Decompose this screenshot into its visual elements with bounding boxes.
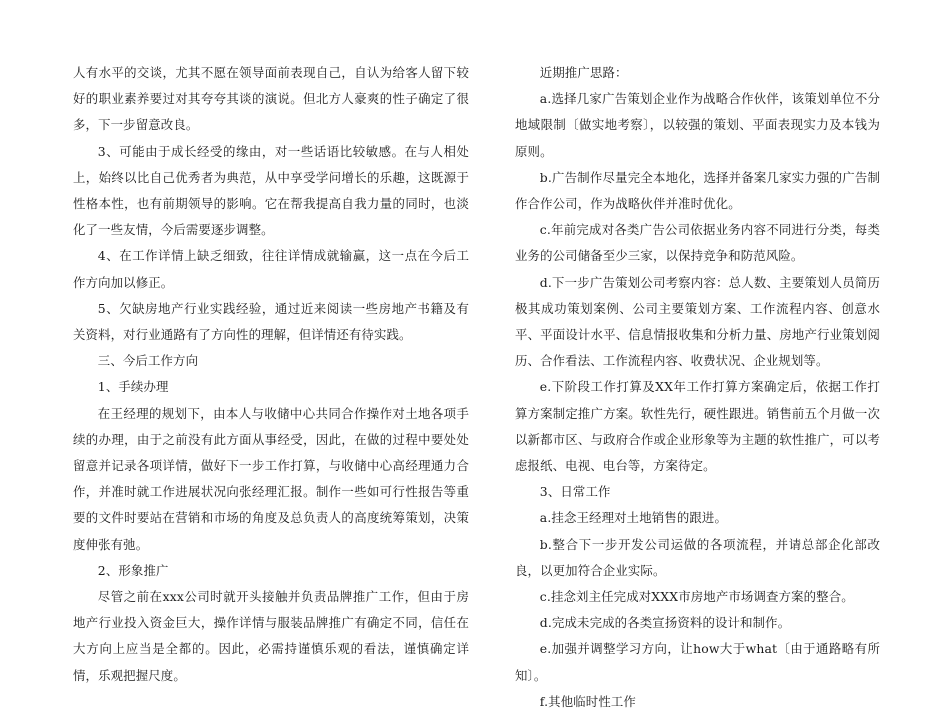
subheading-procedures: 1、手续办理 — [97, 379, 169, 395]
paragraph-image-promotion: 尽管之前在xxx公司时就开头接触并负责品牌推广工作，但由于房地产行业投入资金巨大，操作详情与服装品牌推广有确定不同，信任在大方向上应当是全都的。因此，必需持谨慎乐观的看法，谨慎确定详情，乐观把握尺度。 — [73, 589, 469, 683]
left-column — [73, 60, 469, 689]
paragraph-item-3: 3、可能由于成长经受的缘由，对一些话语比较敏感。在与人相处上，始终以比自己优秀者为典范，从中享受学问增长的乐趣，这既源于性格本性，也有前期领导的影响。它在帮我提高自我力量的同时，也淡化了一些友情，今后需要逐步调整。 — [73, 143, 469, 238]
daily-item-c: c.挂念刘主任完成对XXX市房地产市场调查方案的整合。 — [539, 589, 854, 605]
section-heading-future-direction: 三、今后工作方向 — [97, 353, 199, 369]
paragraph-continued: 人有水平的交谈，尤其不愿在领导面前表现自己，自认为给客人留下较好的职业素养要过对其夸夸其谈的演说。但北方人豪爽的性子确定了很多，下一步留意改良。 — [73, 65, 469, 133]
right-column — [515, 60, 880, 715]
subheading-image-promotion: 2、形象推广 — [97, 562, 169, 578]
list-item-b: b.广告制作尽量完全本地化，选择并备案几家实力强的广告制作合作公司，作为战略伙伴并准时优化。 — [515, 169, 880, 212]
list-item-d: d.下一步广告策划公司考察内容：总人数、主要策划人员简历极其成功策划案例、公司主要策划方案、工作流程内容、创意水平、平面设计水平、信息情报收集和分析力量、房地产行业策划阅历、合作看法、工作流程内容、收费状况、企业规划等。 — [515, 274, 880, 369]
daily-item-a: a.挂念王经理对土地销售的跟进。 — [539, 510, 727, 526]
list-item-c: c.年前完成对各类广告公司依据业务内容不同进行分类，每类业务的公司储备至少三家，以保持竞争和防范风险。 — [515, 222, 880, 264]
daily-item-f: f.其他临时性工作 — [539, 693, 636, 709]
daily-item-d: d.完成未完成的各类宣扬资料的设计和制作。 — [539, 615, 791, 631]
daily-item-b: b.整合下一步开发公司运做的各项流程，并请总部企化部改良，以更加符合企业实际。 — [515, 536, 880, 578]
list-item-a: a.选择几家广告策划企业作为战略合作伙伴，该策划单位不分地域限制〔做实地考察〕，以较强的策划、平面表现实力及本钱为原则。 — [515, 91, 880, 159]
daily-item-e: e.加强并调整学习方向，让how大于what〔由于通路略有所知〕。 — [515, 641, 880, 683]
paragraph-procedures: 在王经理的规划下，由本人与收储中心共同合作操作对土地各项手续的办理，由于之前没有此方面从事经受，因此，在做的过程中要处处留意并记录各项详情，做好下一步工作打算，与收储中心高经理通力合作，并准时就工作进展状况向张经理汇报。制作一些如可行性报告等重要的文件时要站在营销和市场的角度及总负责人的高度统筹策划，决策度伸张有弛。 — [73, 405, 469, 552]
paragraph-item-5: 5、欠缺房地产行业实践经验，通过近来阅读一些房地产书籍及有关资料，对行业通路有了方向性的理解，但详情还有待实践。 — [73, 300, 469, 343]
subheading-promotion-ideas: 近期推广思路： — [539, 65, 628, 80]
paragraph-item-4: 4、在工作详情上缺乏细致，往往详情成就输赢，这一点在今后工作方向加以修正。 — [73, 248, 469, 290]
list-item-e: e.下阶段工作打算及XX年工作打算方案确定后，依据工作打算方案制定推广方案。软性先行，硬性跟进。销售前五个月做一次以新都市区、与政府合作或企业形象等为主题的软性推广，可以考虑报纸、电视、电台等，方案待定。 — [515, 379, 880, 474]
subheading-daily-work: 3、日常工作 — [539, 484, 611, 500]
